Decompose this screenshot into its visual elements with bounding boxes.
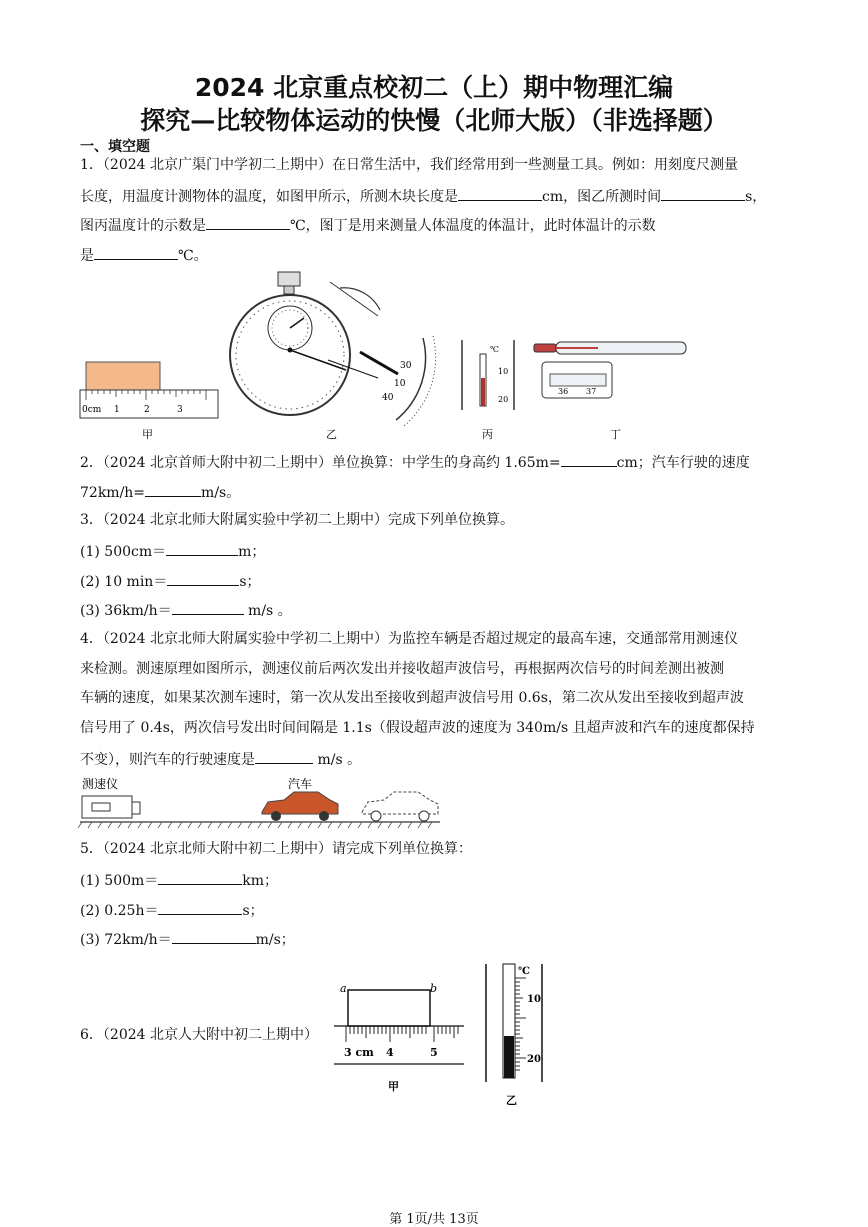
ruler-label-5: 5	[430, 1046, 438, 1059]
caption-bing: 丙	[482, 428, 493, 441]
q4-line5	[80, 749, 361, 769]
ruler-jia-label-0: 0cm	[82, 405, 102, 415]
q5-item-1-text: (1) 500m＝	[80, 873, 159, 889]
q3-item-1-text: (1) 500cm＝	[80, 544, 167, 560]
q4-figure	[78, 774, 444, 830]
q1-text-b: cm，图乙所测时间	[542, 189, 662, 205]
section-heading: 一、填空题	[80, 139, 150, 155]
thermo-bing-20: 20	[498, 395, 509, 404]
q2-blank-height[interactable]	[561, 452, 617, 467]
q2-text-a: 2．（2024 北京首师大附中初二上期中）单位换算：中学生的身高约 1.65m=	[80, 455, 561, 471]
q1-line3	[80, 215, 656, 235]
stopwatch-label-40: 40	[382, 393, 394, 403]
ruler-label-4: 4	[386, 1046, 394, 1059]
ruler-label-3cm: 3 cm	[344, 1046, 374, 1059]
q1-text-c: s，	[745, 189, 767, 205]
q1-line4	[80, 245, 208, 265]
q3-item-3-text: (3) 36km/h＝	[80, 603, 172, 619]
q6-caption-yi: 乙	[506, 1094, 517, 1107]
document-title-line1: 2024 北京重点校初二（上）期中物理汇编	[194, 73, 674, 102]
q1-line1: 1．（2024 北京广渠门中学初二上期中）在日常生活中，我们经常用到一些测量工具。例如：用刻度尺测量	[80, 157, 738, 173]
q5-blank-2[interactable]	[158, 900, 242, 915]
q3-item-1-unit: m；	[238, 544, 266, 560]
thermo-yi-20: 20	[527, 1054, 541, 1065]
q5-item-2-text: (2) 0.25h＝	[80, 903, 159, 919]
q5-item-3-unit: m/s；	[255, 932, 295, 948]
block-label-b: b	[430, 982, 438, 995]
zoom-arc-top	[340, 288, 380, 310]
page-footer: 第 1页/共 13页	[389, 1212, 479, 1227]
q4-text-a: 不变），则汽车的行驶速度是	[80, 752, 255, 768]
q5-blank-1[interactable]	[158, 870, 242, 885]
q2-text-d: m/s。	[201, 485, 241, 501]
q2-text-b: cm；汽车行驶的速度	[616, 455, 750, 471]
clinical-bulb	[534, 344, 556, 352]
q1-text-e: ℃，图丁是用来测量人体温度的体温计，此时体温计的示数	[290, 218, 656, 234]
stopwatch-crown	[278, 272, 300, 286]
caption-jia: 甲	[142, 428, 153, 441]
stopwatch-label-30: 30	[400, 361, 412, 371]
q5-item-3-text: (3) 72km/h＝	[80, 932, 172, 948]
ruler-jia-label-2: 2	[144, 405, 150, 415]
thermo-yi-liquid	[504, 1036, 514, 1078]
q5-item-3	[80, 929, 295, 949]
q3-item-1	[80, 541, 265, 561]
q5-intro: 5．（2024 北京北师大附中初二上期中）请完成下列单位换算：	[80, 841, 472, 857]
q3-blank-3[interactable]	[172, 600, 244, 615]
block-ab	[348, 990, 430, 1026]
ruler-jia-label-3: 3	[177, 405, 183, 415]
q2-blank-speed[interactable]	[145, 482, 201, 497]
q1-blank-body-temp[interactable]	[94, 245, 178, 260]
q3-item-3	[80, 600, 292, 620]
q4-line2: 来检测。测速原理如图所示，测速仪前后两次发出并接收超声波信号，再根据两次信号的时间差测出被测	[80, 661, 724, 677]
q5-item-1-unit: km；	[242, 873, 279, 889]
q5-item-2-unit: s；	[242, 903, 264, 919]
q4-text-b: m/s 。	[313, 752, 362, 768]
q4-blank-speed[interactable]	[255, 749, 313, 764]
q5-item-2	[80, 900, 264, 920]
q1-blank-length[interactable]	[458, 186, 542, 201]
q3-item-3-unit: m/s 。	[243, 603, 292, 619]
red-car	[262, 792, 338, 814]
q5-item-1	[80, 870, 278, 890]
q2-text-c: 72km/h=	[80, 485, 146, 501]
thermo-yi-unit: ℃	[518, 966, 530, 977]
block-label-a: a	[340, 982, 347, 995]
q2-line1	[80, 452, 750, 472]
q3-item-2	[80, 571, 261, 591]
stopwatch-label-10: 10	[394, 379, 406, 389]
q6-caption-jia: 甲	[388, 1080, 399, 1093]
caption-yi: 乙	[326, 428, 337, 441]
q1-blank-temp[interactable]	[206, 215, 290, 230]
q3-blank-2[interactable]	[167, 571, 239, 586]
thermo-bing-liquid	[481, 378, 485, 406]
document-title-line2: 探究—比较物体运动的快慢（北师大版）（非选择题）	[140, 106, 728, 135]
q1-line2	[80, 186, 766, 206]
q6-text: 6．（2024 北京人大附中初二上期中）	[80, 1027, 318, 1043]
q5-blank-3[interactable]	[172, 929, 256, 944]
wood-block	[86, 362, 160, 390]
q1-blank-time[interactable]	[661, 186, 745, 201]
q1-text-g: ℃。	[178, 248, 208, 264]
clinical-label-37: 37	[586, 387, 597, 396]
ruler-jia-label-1: 1	[114, 405, 120, 415]
q4-line4: 信号用了 0.4s，两次信号发出时间间隔是 1.1s（假设超声波的速度为 340m/s 且超声波和汽车的速度都保持	[80, 720, 755, 736]
caption-ding: 丁	[610, 428, 621, 441]
thermo-bing-unit: ℃	[490, 345, 499, 354]
q3-blank-1[interactable]	[166, 541, 238, 556]
speed-device-label: 测速仪	[82, 777, 119, 791]
q6-figure	[330, 960, 560, 1108]
q3-item-2-unit: s；	[239, 574, 261, 590]
q3-intro: 3．（2024 北京北师大附属实验中学初二上期中）完成下列单位换算。	[80, 512, 514, 528]
thermo-yi-10: 10	[527, 994, 541, 1005]
q4-line3: 车辆的速度，如果某次测车速时，第一次从发出至接收到超声波信号用 0.6s，第二次从发出至接收到超声波	[80, 690, 744, 706]
q3-item-2-text: (2) 10 min＝	[80, 574, 168, 590]
q1-figure	[78, 270, 690, 442]
q2-line2	[80, 482, 240, 502]
q1-text-d: 图丙温度计的示数是	[80, 218, 206, 234]
q1-text-f: 是	[80, 248, 94, 264]
car-outline	[362, 792, 438, 814]
clinical-label-36: 36	[558, 387, 569, 396]
thermo-bing-10: 10	[498, 367, 509, 376]
q1-text-a: 长度，用温度计测物体的温度，如图甲所示，所测木块长度是	[80, 189, 458, 205]
q4-line1: 4．（2024 北京北师大附属实验中学初二上期中）为监控车辆是否超过规定的最高车速，交通部常用测速仪	[80, 631, 738, 647]
car-label: 汽车	[288, 777, 313, 791]
